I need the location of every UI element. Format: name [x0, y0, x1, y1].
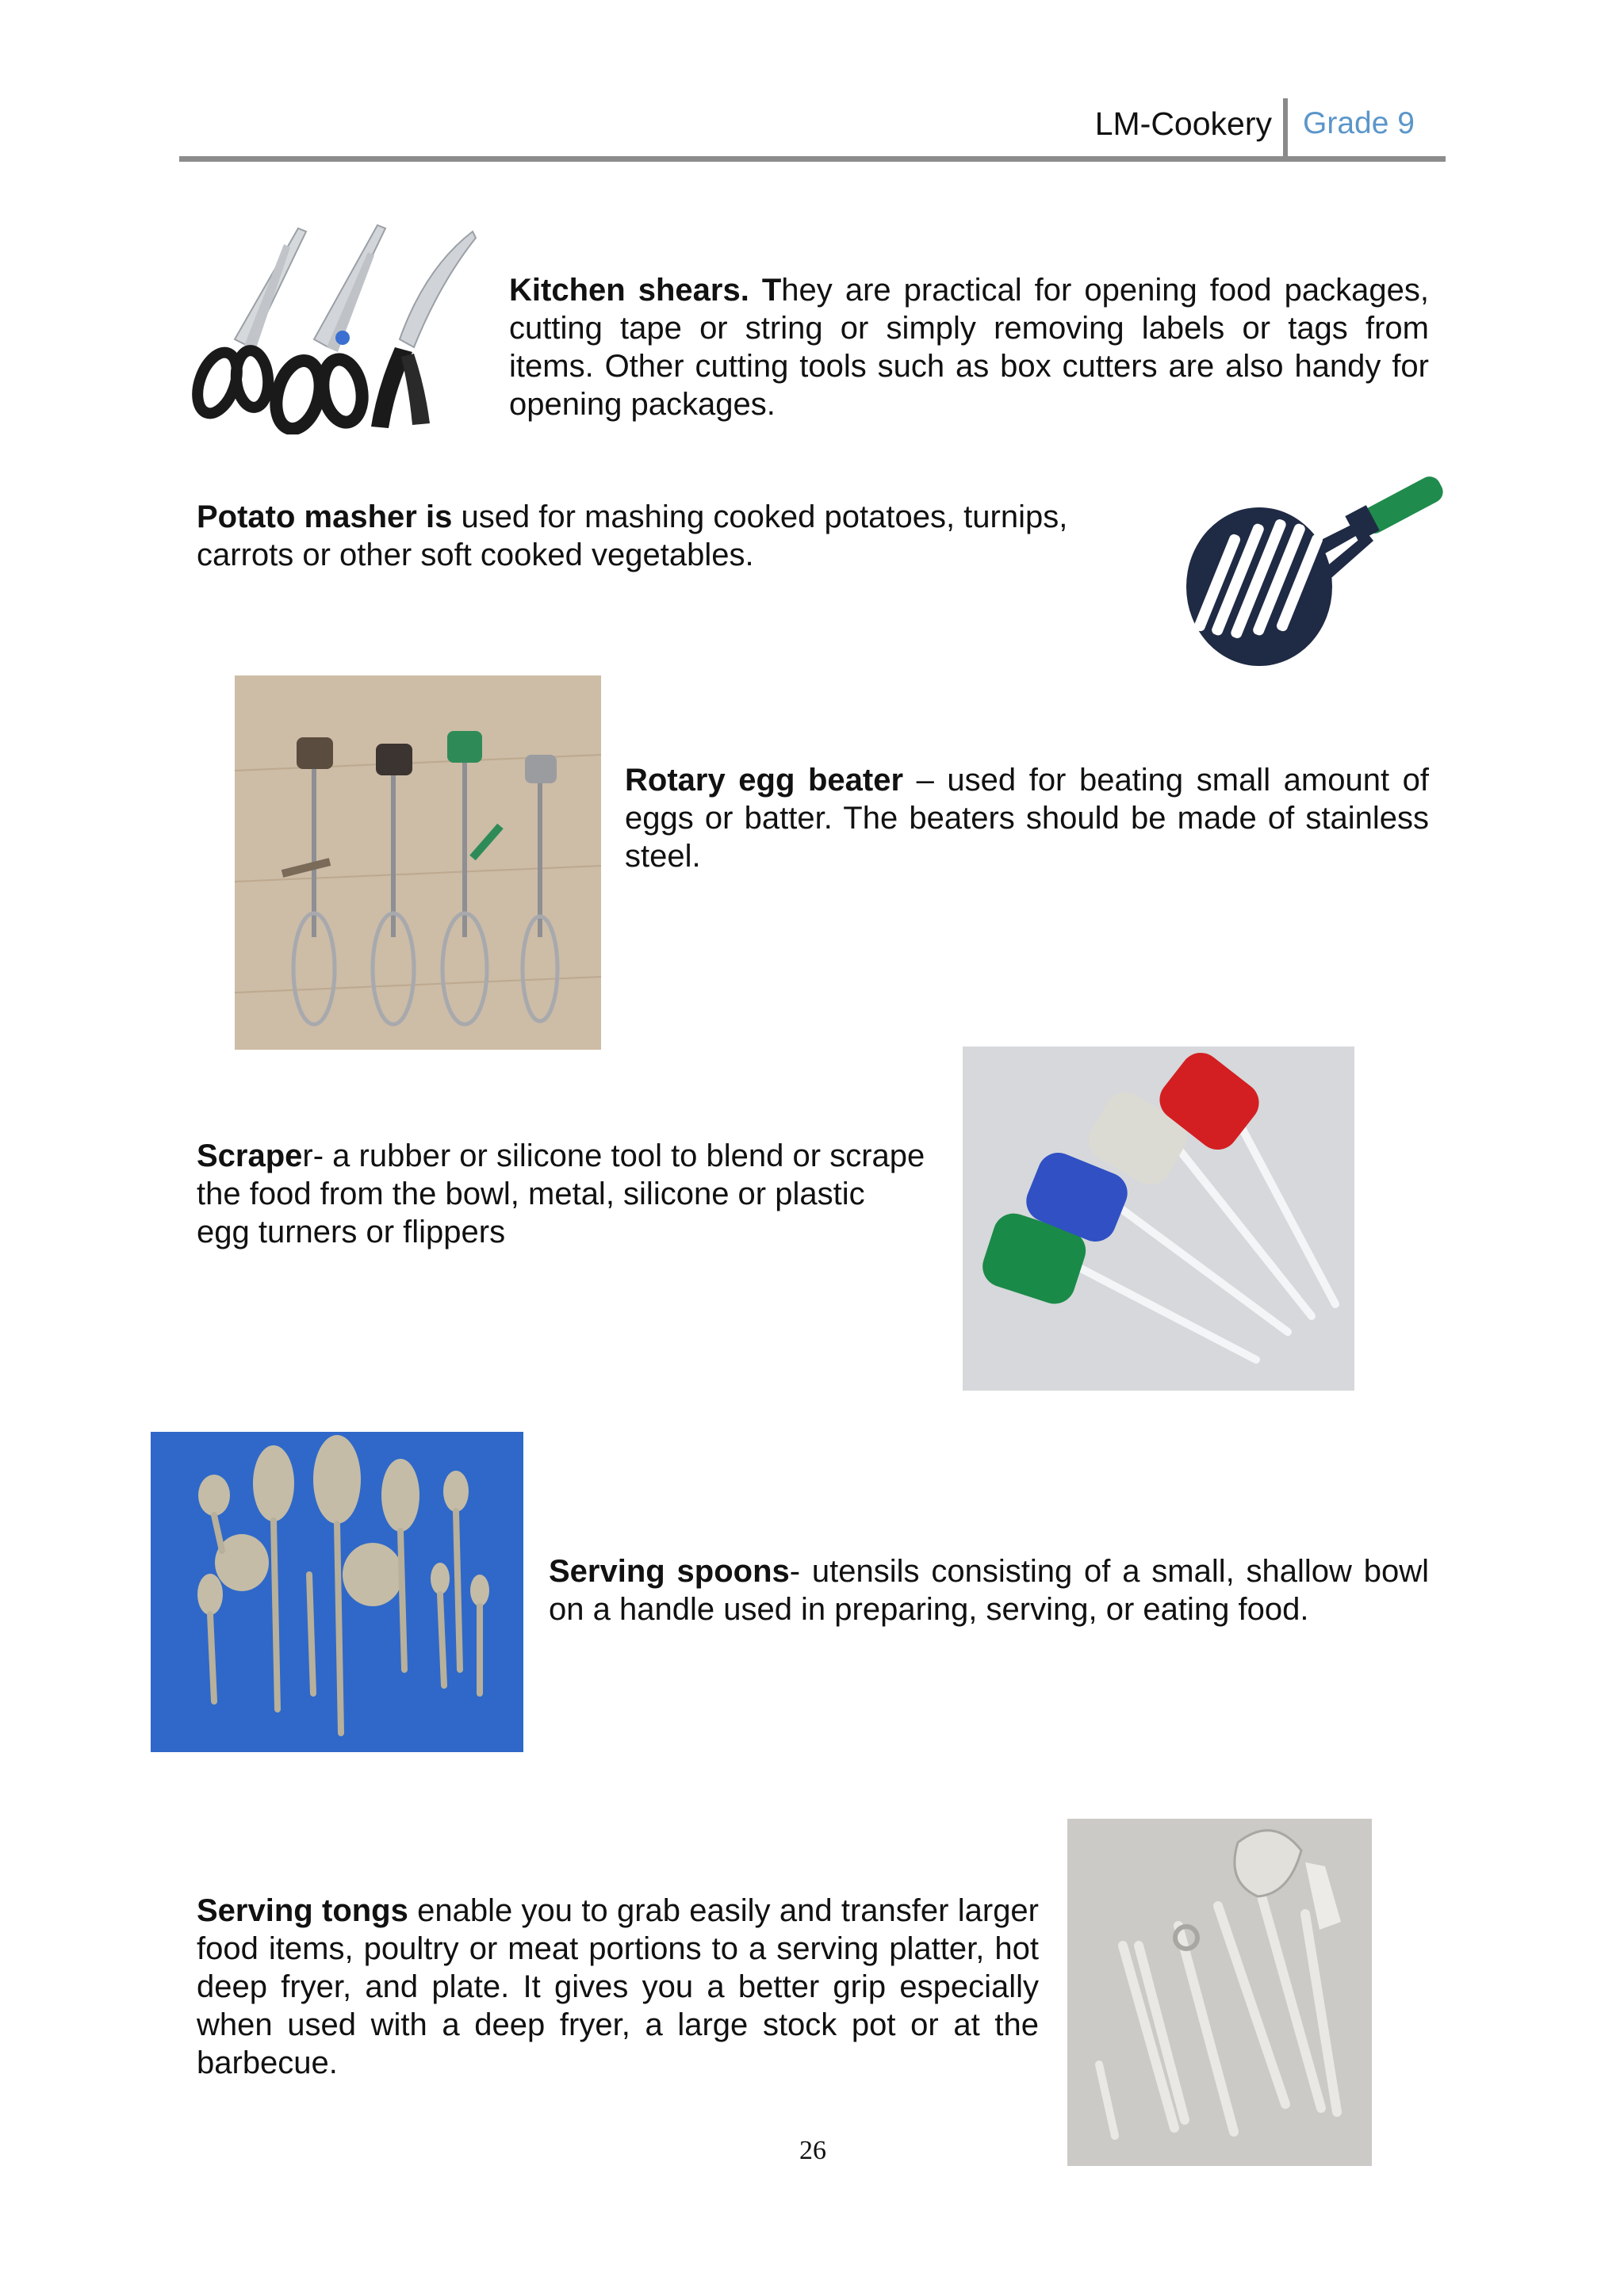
item-description: - utensils consisting of a small, shallow bowl on a handle used in preparing, serving, or eating food.: [549, 1554, 1429, 1627]
serving-tongs-icon: [1067, 1819, 1372, 2166]
item-description: enable you to grab easily and transfer larger food items, poultry or meat portions to a serving platter, hot deep fryer, and plate. It gives you a better grip especially when used with a deep fryer, a large stock pot or at the barbecue.: [197, 1893, 1040, 2080]
item-serving-spoons: [549, 1552, 1429, 1628]
item-potato-masher: [197, 498, 1116, 574]
item-description: hey are practical for opening food packages, cutting tape or string or simply removing labels or tags from items. Other cutting tools such as box cutters are also handy for opening packages.: [509, 273, 1430, 422]
item-serving-tongs: [197, 1892, 1039, 2082]
item-term: Kitchen shears. T: [509, 273, 782, 308]
potato-masher-icon: [1180, 444, 1446, 682]
grade-label: Grade 9: [1303, 106, 1415, 140]
header-rule: [179, 156, 1446, 162]
item-term: Potato masher is: [197, 499, 453, 534]
egg-beater-icon: [235, 675, 601, 1050]
serving-spoons-icon: [151, 1432, 523, 1752]
item-description: used for mashing cooked potatoes, turnips, carrots or other soft cooked vegetables.: [197, 499, 1068, 572]
item-term: Rotary egg beater: [625, 763, 904, 798]
document-title: LM-Cookery: [1094, 105, 1272, 142]
kitchen-shears-icon: [187, 220, 481, 434]
item-kitchen-shears: [509, 271, 1429, 423]
item-term: Serving spoons: [549, 1554, 790, 1589]
item-term: Serving tongs: [197, 1893, 408, 1928]
page-number: 26: [799, 2136, 826, 2165]
scraper-icon: [963, 1047, 1354, 1391]
item-description: r- a rubber or silicone tool to blend or scrape the food from the bowl, metal, silicone or plastic egg turners or flippers: [197, 1138, 925, 1249]
item-term: Scrape: [197, 1138, 303, 1173]
header-separator: [1283, 98, 1288, 157]
item-rotary-egg-beater: [625, 761, 1429, 875]
item-description: – used for beating small amount of eggs or batter. The beaters should be made of stainless steel.: [625, 763, 1429, 874]
item-scraper: [197, 1137, 926, 1251]
